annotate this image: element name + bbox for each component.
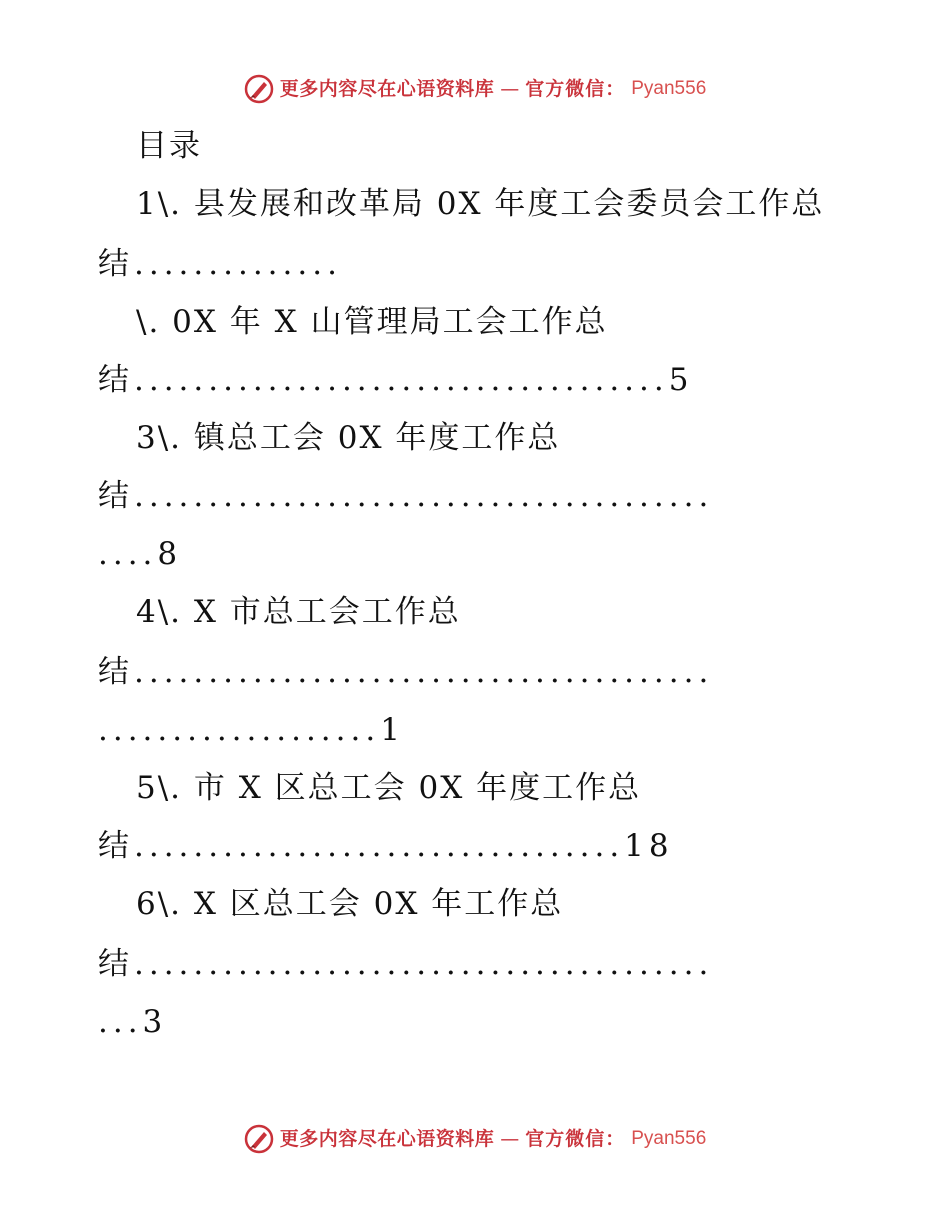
toc-entry-3-leader-cont: ....8: [98, 536, 183, 572]
watermark-wechat-id: Pyan556: [631, 78, 707, 99]
watermark-main-text: 更多内容尽在心语资料库: [279, 78, 495, 100]
toc-entry-5-heading: 5\. 市 X 区总工会 0X 年度工作总: [136, 770, 642, 806]
toc-title: 目录: [136, 128, 202, 164]
toc-entry-6-leader-cont: ...3: [98, 1004, 168, 1040]
toc-entry-6-heading: 6\. X 区总工会 0X 年工作总: [136, 886, 564, 922]
watermark-dash: —: [500, 1128, 520, 1150]
header-watermark: [0, 74, 950, 104]
watermark-wechat-label: 官方微信：: [525, 1128, 626, 1150]
toc-entry-1-leader: 结..............: [98, 246, 342, 282]
toc-entry-4-leader: 结.......................................: [98, 654, 714, 690]
watermark-wechat-label: 官方微信：: [525, 78, 626, 100]
toc-entry-3-heading: 3\. 镇总工会 0X 年度工作总: [136, 420, 561, 456]
toc-entry-2-heading: \. 0X 年 X 山管理局工会工作总: [136, 304, 608, 340]
footer-watermark: [0, 1124, 950, 1154]
toc-entry-1-heading: 1\. 县发展和改革局 0X 年度工会委员会工作总: [136, 186, 825, 222]
pen-logo-icon: [244, 74, 274, 104]
toc-entry-6-leader: 结.......................................: [98, 946, 714, 982]
toc-entry-2-leader: 结....................................5: [98, 362, 694, 398]
toc-entry-5-leader: 结.................................18: [98, 828, 674, 864]
watermark-wechat-id: Pyan556: [631, 1128, 707, 1149]
watermark-dash: —: [500, 78, 520, 100]
watermark-main-text: 更多内容尽在心语资料库: [279, 1128, 495, 1150]
toc-entry-3-leader: 结.......................................: [98, 478, 714, 514]
toc-entry-4-heading: 4\. X 市总工会工作总: [136, 594, 461, 630]
toc-entry-4-leader-cont: ...................1: [98, 712, 405, 748]
pen-logo-icon: [244, 1124, 274, 1154]
